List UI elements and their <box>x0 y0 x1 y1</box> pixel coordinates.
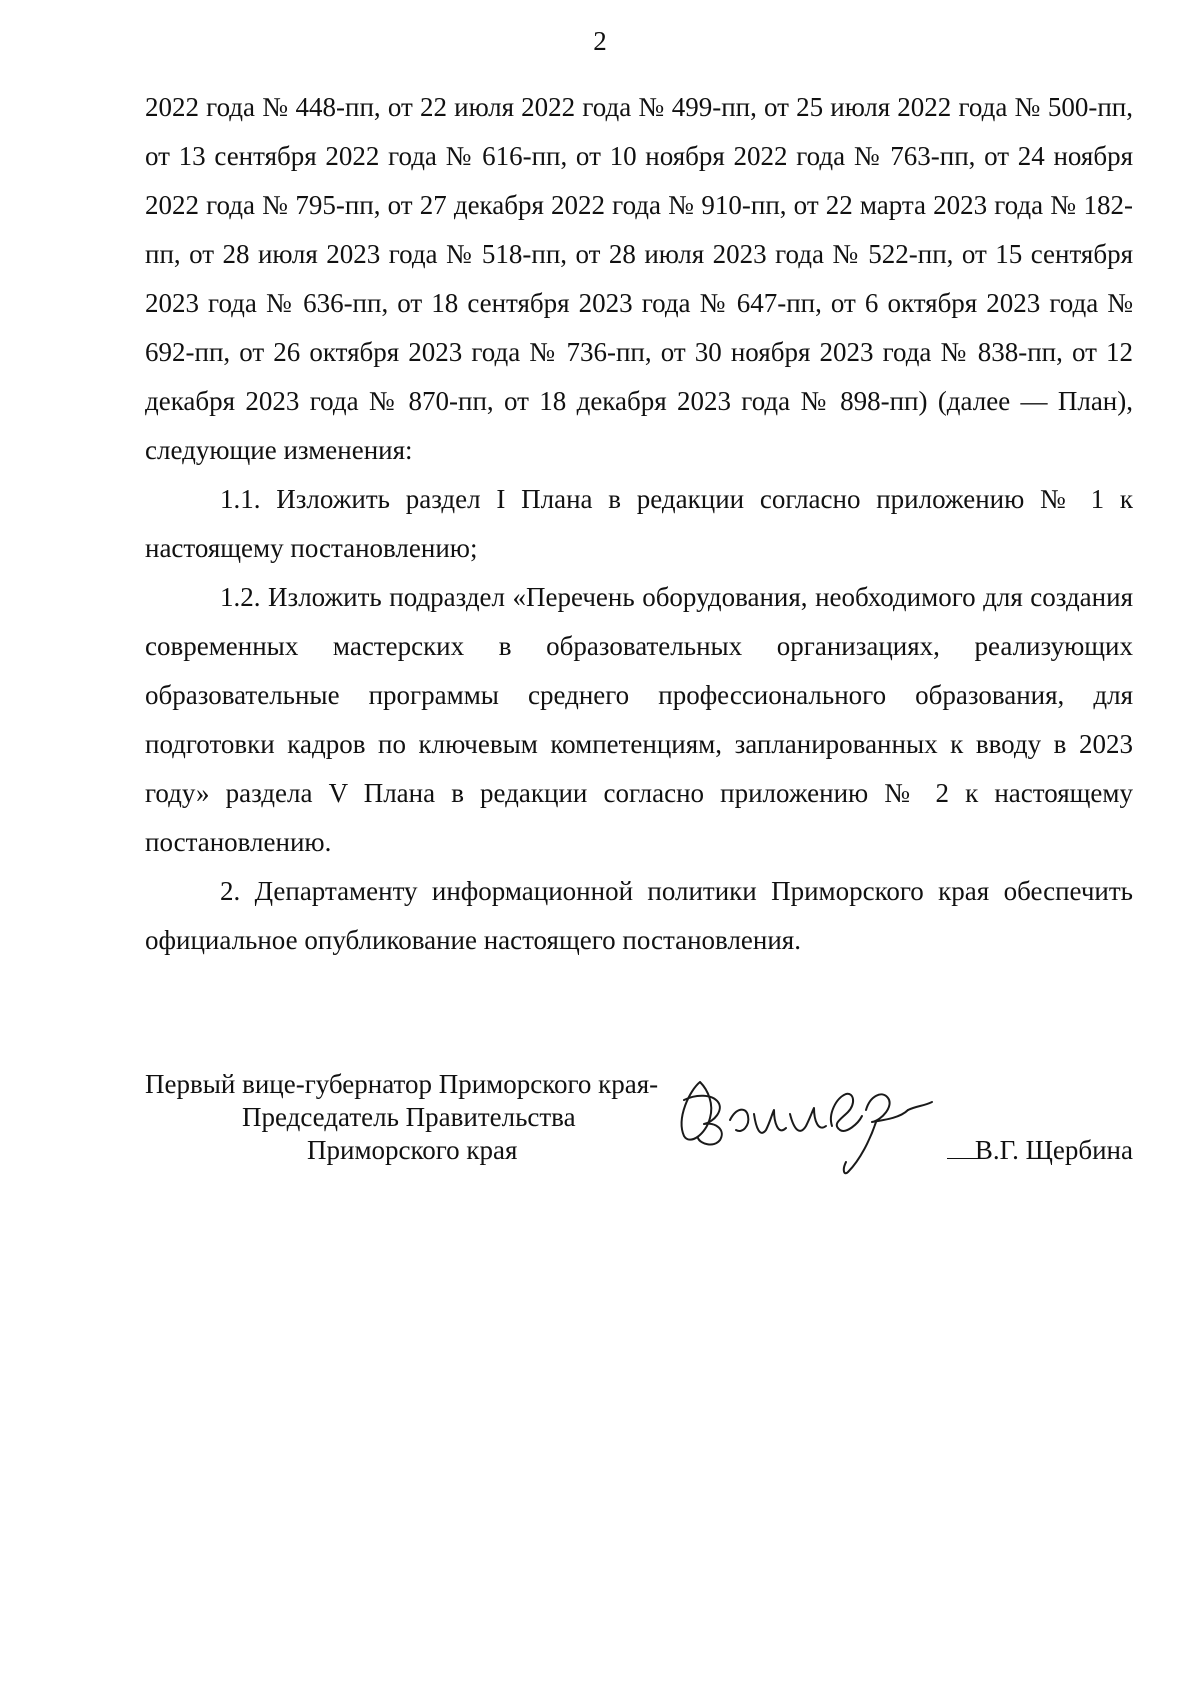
signatory-title-line-2: Председатель Правительства <box>242 1102 576 1132</box>
signatory-name <box>947 1134 1133 1167</box>
signatory-title <box>145 1068 745 1167</box>
paragraph-item-1-1: 1.1. Изложить раздел I Плана в редакции согласно приложению № 1 к настоящему постановлению; <box>145 484 1133 563</box>
signatory-name-text: В.Г. Щербина <box>974 1135 1133 1165</box>
paragraph-item-2: 2. Департаменту информационной политики Приморского края обеспечить официальное опубликование настоящего постановления. <box>145 876 1133 955</box>
paragraph-item-1-2: 1.2. Изложить подраздел «Перечень оборудования, необходимого для создания современных мастерских в образовательных организациях, реализующих образовательные программы среднего профессионального образования, для подготовки кадров по ключевым компетенциям, запланированных к вводу в 2023 году» раздела V Плана в редакции согласно приложению № 2 к настоящему постановлению. <box>145 582 1133 857</box>
page-number: 2 <box>593 26 607 56</box>
paragraph-amendments-list: 2022 года № 448-пп, от 22 июля 2022 года № 499-пп, от 25 июля 2022 года № 500-пп, от 13 сентября 2022 года № 616-пп, от 10 ноября 2022 года № 763-пп, от 24 ноября 2022 года № 795-пп, от 27 декабря 2022 года № 910-пп, от 22 марта 2023 года № 182-пп, от 28 июля 2023 года № 518-пп, от 28 июля 2023 года № 522-пп, от 15 сентября 2023 года № 636-пп, от 18 сентября 2023 года № 647-пп, от 6 октября 2023 года № 692-пп, от 26 октября 2023 года № 736-пп, от 30 ноября 2023 года № 838-пп, от 12 декабря 2023 года № 870-пп, от 18 декабря 2023 года № 898-пп) (далее — План), следующие изменения: <box>145 92 1133 465</box>
signature-block <box>145 1068 1133 1228</box>
signature-underline <box>947 1158 977 1159</box>
signatory-title-line-3: Приморского края <box>307 1135 518 1165</box>
handwritten-signature <box>670 1060 940 1180</box>
document-body <box>145 83 1133 965</box>
signatory-title-line-1: Первый вице-губернатор Приморского края- <box>145 1069 659 1099</box>
